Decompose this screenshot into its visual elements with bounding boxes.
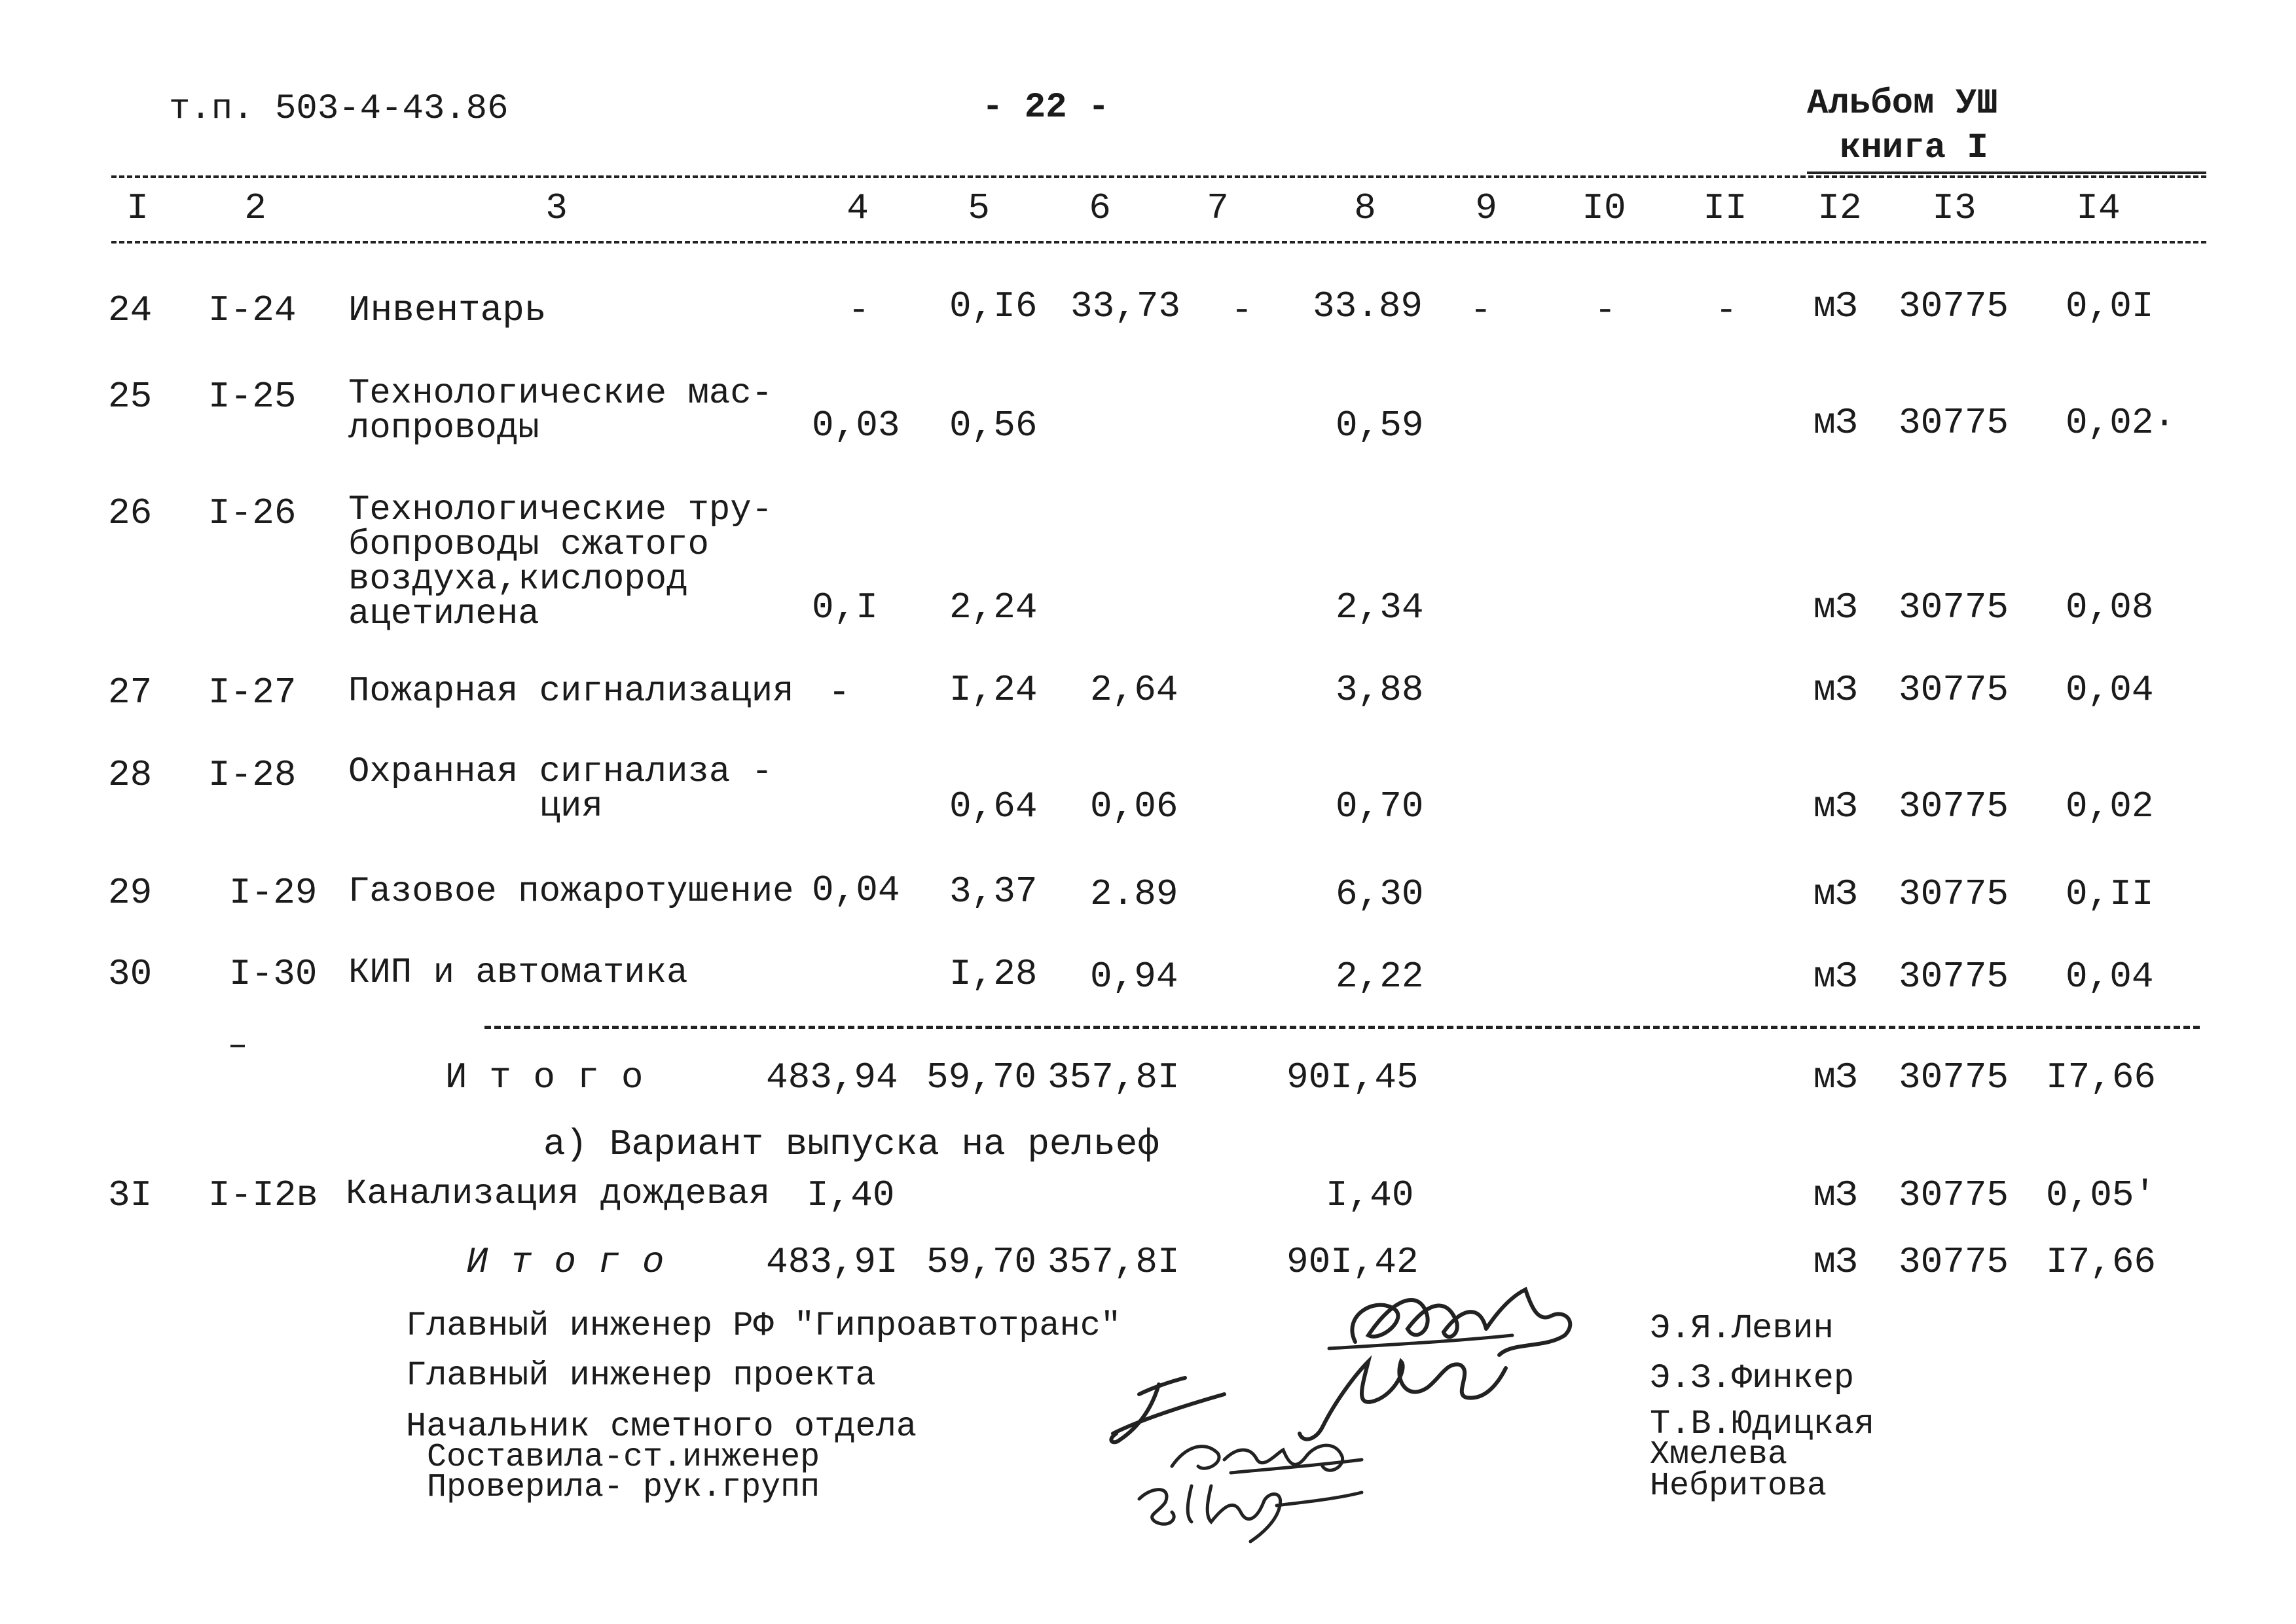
row-col14: 0,08 [2066,586,2154,628]
row-code: I-24 [208,289,297,331]
row-col8: 2,34 [1336,586,1424,628]
row-name: Пожарная сигнализация [348,672,794,712]
row-col8: 3,88 [1336,669,1424,711]
row-number: 27 [108,672,153,713]
row-code: I-30 [229,953,318,995]
col-header-9: 9 [1475,187,1497,229]
total-col13: 30775 [1899,1056,2009,1098]
role-head-estimates: Начальник сметного отдела [406,1407,917,1446]
row-col5: 0,I6 [949,285,1038,327]
row-col13: 30775 [1899,873,2009,915]
total-unit: мЗ [1813,1056,1858,1098]
row-col4: - [828,672,850,713]
row-name: Инвентарь [348,289,547,331]
row-code: I-28 [208,754,297,796]
row-col14: 0,02· [2066,402,2176,444]
row-code: I-I2в [208,1174,319,1216]
album-label: Альбом УШ [1807,84,1998,124]
book-label: книга I [1840,128,1988,168]
row-code: I-26 [208,492,297,534]
row-col8: 0,70 [1336,785,1424,827]
total-separator [484,1026,2200,1029]
row-col6: 33,73 [1070,285,1181,327]
row-name: Технологические тру- бопроводы сжатого воздуха,кислород ацетилена [348,490,773,634]
row-number: 26 [108,492,153,534]
col-header-7: 7 [1207,187,1229,229]
row-col6: 0,06 [1090,785,1178,827]
total-col13: 30775 [1899,1241,2009,1283]
row-unit: мЗ [1813,785,1858,827]
total-unit: мЗ [1813,1241,1858,1283]
row-number: 24 [108,289,153,331]
row-col13: 30775 [1899,586,2009,628]
row-col13: 30775 [1899,785,2009,827]
row-number: 3I [108,1174,153,1216]
total-col14: I7,66 [2046,1241,2157,1283]
row-col7: - [1231,289,1253,331]
row-col8: 2,22 [1336,956,1424,998]
row-col8: 0,59 [1336,405,1424,446]
row-col4: 0,I [812,586,878,628]
name-levin: Э.Я.Левин [1650,1309,1834,1348]
total-col5: 59,70 [926,1241,1037,1283]
row-number: 29 [108,872,153,914]
row-col8: 33.89 [1313,285,1423,327]
row-col5: 3,37 [949,871,1038,912]
role-compiler: Составила-ст.инженер [427,1439,820,1476]
row-unit: мЗ [1813,1174,1858,1216]
col-header-11: II [1703,187,1747,229]
row-col13: 30775 [1899,402,2009,444]
row-name: Технологические мас- лопроводы [348,374,773,448]
row-col8: 6,30 [1336,873,1424,915]
total-label: И т о г о [445,1056,644,1098]
row-col5: I,24 [949,669,1038,711]
row-number: 30 [108,953,153,995]
row-col14: 0,II [2066,873,2154,915]
row-col14: 0,02 [2066,785,2154,827]
role-chief-project-engineer: Главный инженер проекта [406,1356,876,1395]
total-col8: 90I,42 [1286,1241,1419,1283]
doc-code: т.п. 503-4-43.86 [169,89,509,129]
name-yuditskaya: Т.В.Юдицкая [1650,1405,1875,1443]
header-top-rule [111,175,2206,178]
col-header-14: I4 [2076,187,2121,229]
variant-title: а) Вариант выпуска на рельеф [543,1123,1159,1165]
row-col9: - [1470,289,1492,331]
row-col10: - [1594,289,1616,331]
col-header-12: I2 [1817,187,1862,229]
row-col6: 2.89 [1090,873,1178,915]
col-header-10: I0 [1582,187,1626,229]
row-unit: мЗ [1813,586,1858,628]
total-col5: 59,70 [926,1056,1037,1098]
total-col6: 357,8I [1048,1056,1180,1098]
col-header-5: 5 [968,187,990,229]
row-col13: 30775 [1899,285,2009,327]
row-name: КИП и автоматика [348,953,688,993]
row-col4: I,40 [807,1174,895,1216]
row-col13: 30775 [1899,956,2009,998]
total-col6: 357,8I [1048,1241,1180,1283]
signature-nebritova-image [1126,1460,1375,1545]
row-col5: 0,56 [949,405,1038,446]
row-col4: 0,04 [812,869,900,911]
row-number: 28 [108,754,153,796]
row-col8: I,40 [1326,1174,1414,1216]
row-col14: 0,0I [2066,285,2154,327]
row-number: 25 [108,376,153,418]
header-bottom-rule [111,241,2206,244]
row-col13: 30775 [1899,669,2009,711]
col-header-13: I3 [1932,187,1977,229]
row-col14: 0,04 [2066,669,2154,711]
row-col11: - [1715,289,1738,331]
col-header-4: 4 [847,187,869,229]
row-code: I-25 [208,376,297,418]
total-col4: 483,9I [766,1241,898,1283]
row-col14: 0,05' [2046,1174,2157,1216]
total-label: И т о г о [466,1241,665,1283]
col-header-2: 2 [244,187,266,229]
row-unit: мЗ [1813,285,1858,327]
col-header-3: 3 [545,187,568,229]
total-col4: 483,94 [766,1056,898,1098]
row-col13: 30775 [1899,1174,2009,1216]
row-unit: мЗ [1813,669,1858,711]
row-unit: мЗ [1813,402,1858,444]
row-name: Канализация дождевая [346,1174,771,1214]
row-col14: 0,04 [2066,956,2154,998]
name-finker: Э.З.Финкер [1650,1359,1855,1398]
total-col8: 90I,45 [1286,1056,1419,1098]
row-code: I-27 [208,672,297,713]
row-col6: 2,64 [1090,669,1178,711]
row-unit: мЗ [1813,956,1858,998]
page-number: - 22 - [982,88,1110,128]
minor-dash-mark [230,1045,245,1047]
row-col4: - [848,289,870,331]
row-col5: I,28 [949,953,1038,995]
role-checker: Проверила- рук.групп [427,1469,820,1506]
col-header-8: 8 [1354,187,1376,229]
row-col4: 0,03 [812,405,900,446]
name-khmeleva: Хмелева [1650,1436,1788,1473]
row-code: I-29 [229,872,318,914]
row-col6: 0,94 [1090,956,1178,998]
total-col14: I7,66 [2046,1056,2157,1098]
role-chief-engineer-rf: Главный инженер РФ "Гипроавтотранс" [406,1307,1121,1345]
col-header-1: I [126,187,149,229]
row-unit: мЗ [1813,873,1858,915]
name-nebritova: Небритова [1650,1468,1827,1505]
row-name: Газовое пожаротушение [348,872,794,912]
row-name: Охранная сигнализа - ция [348,752,773,827]
row-col5: 2,24 [949,586,1038,628]
header-right-rule [1807,171,2206,174]
row-col5: 0,64 [949,785,1038,827]
col-header-6: 6 [1089,187,1111,229]
